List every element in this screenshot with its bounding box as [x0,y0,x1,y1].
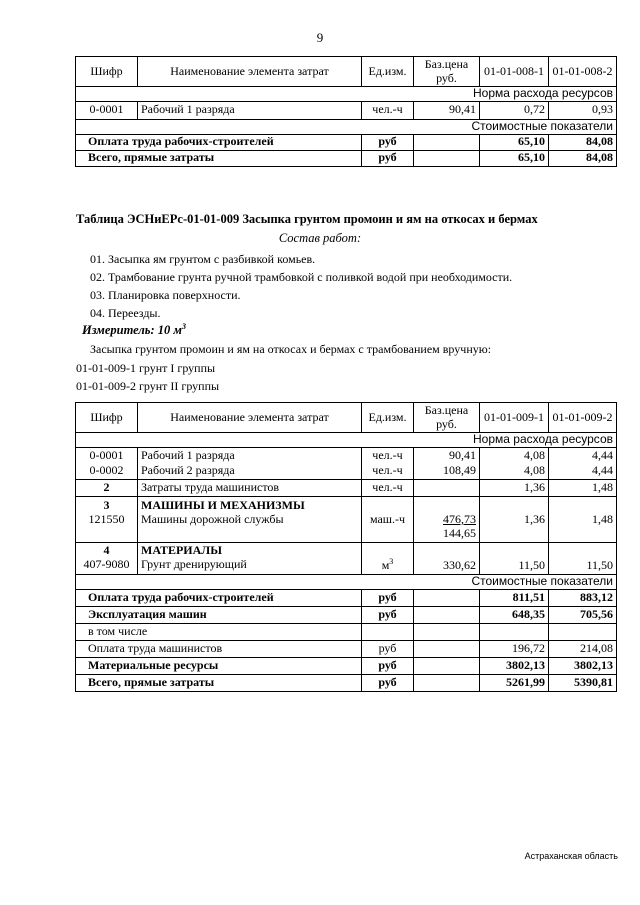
cost-label: Стоимостные показатели [76,574,617,589]
table-row: в том числе [76,623,617,640]
description: Засыпка грунтом промоин и ям на откосах и бермах с трамбованием вручную: [90,342,492,356]
header-code: Шифр [76,57,138,87]
table-row: Материальные ресурсы руб 3802,13 3802,13 [76,657,617,674]
measure-unit: Измеритель: 10 $м^3$ [82,322,186,338]
table-row: 4 407-9080 МАТЕРИАЛЫ Грунт дренирующий $м^3$ 330,62 11,50 11,50 [76,542,617,574]
header-col2: 01-01-008-2 [549,57,617,87]
header-name: Наименование элемента затрат [138,57,362,87]
header-col1: 01-01-008-1 [480,57,549,87]
resource-table-01-01-008 [75,56,617,167]
header-unit: Ед.изм. [362,57,414,87]
norm-label: Норма расхода ресурсов [76,87,617,102]
resource-table-01-01-009 [75,402,617,692]
table-row: Всего, прямые затраты руб 5261,99 5390,81 [76,674,617,691]
table-row: Эксплуатация машин руб 648,35 705,56 [76,606,617,623]
footer-region: Астраханская область [524,851,618,861]
table-row: 2 Затраты труда машинистов чел.-ч 1,36 1,48 [76,479,617,496]
header-code: Шифр [76,403,138,433]
cost-label: Стоимостные показатели [76,119,617,134]
work-item: 03. Планировка поверхности. [90,288,241,302]
norm-label: Норма расхода ресурсов [76,433,617,448]
variant-item: 01-01-009-1 грунт I группы [76,361,216,375]
section-subtitle: Состав работ: [278,231,362,245]
header-unit: Ед.изм. [362,403,414,433]
section-title: Таблица ЭСНиЕРс-01-01-009 Засыпка грунтом промоин и ям на откосах и бермах [76,212,538,226]
table-row: Всего, прямые затраты руб 65,10 84,08 [76,150,617,166]
header-price: Баз.цена руб. [414,403,480,433]
table-row: Оплата труда машинистов руб 196,72 214,08 [76,640,617,657]
work-item: 02. Трамбование грунта ручной трамбовкой с поливкой водой при необходимости. [90,270,513,284]
header-col2: 01-01-009-2 [549,403,617,433]
header-price: Баз.цена руб. [414,57,480,87]
table-row: 0-0001 Рабочий 1 разряда чел.-ч 90,41 0,72 0,93 [76,101,617,119]
variant-item: 01-01-009-2 грунт II группы [76,379,220,393]
work-item: 01. Засыпка ям грунтом с разбивкой комьев. [90,252,316,266]
table-row: Оплата труда рабочих-строителей руб 811,51 883,12 [76,589,617,606]
header-col1: 01-01-009-1 [480,403,549,433]
header-name: Наименование элемента затрат [138,403,362,433]
table-row: 3 121550 МАШИНЫ И МЕХАНИЗМЫ Машины дорожной службы маш.-ч 476,73 144,65 1,36 1,48 [76,496,617,542]
work-item: 04. Переезды. [90,306,161,320]
table-row: Оплата труда рабочих-строителей руб 65,10 84,08 [76,134,617,150]
table-row: 0-0002 Рабочий 2 разряда чел.-ч 108,49 4,08 4,44 [76,463,617,479]
page-number: 9 [316,30,324,45]
table-row: 0-0001 Рабочий 1 разряда чел.-ч 90,41 4,08 4,44 [76,447,617,463]
